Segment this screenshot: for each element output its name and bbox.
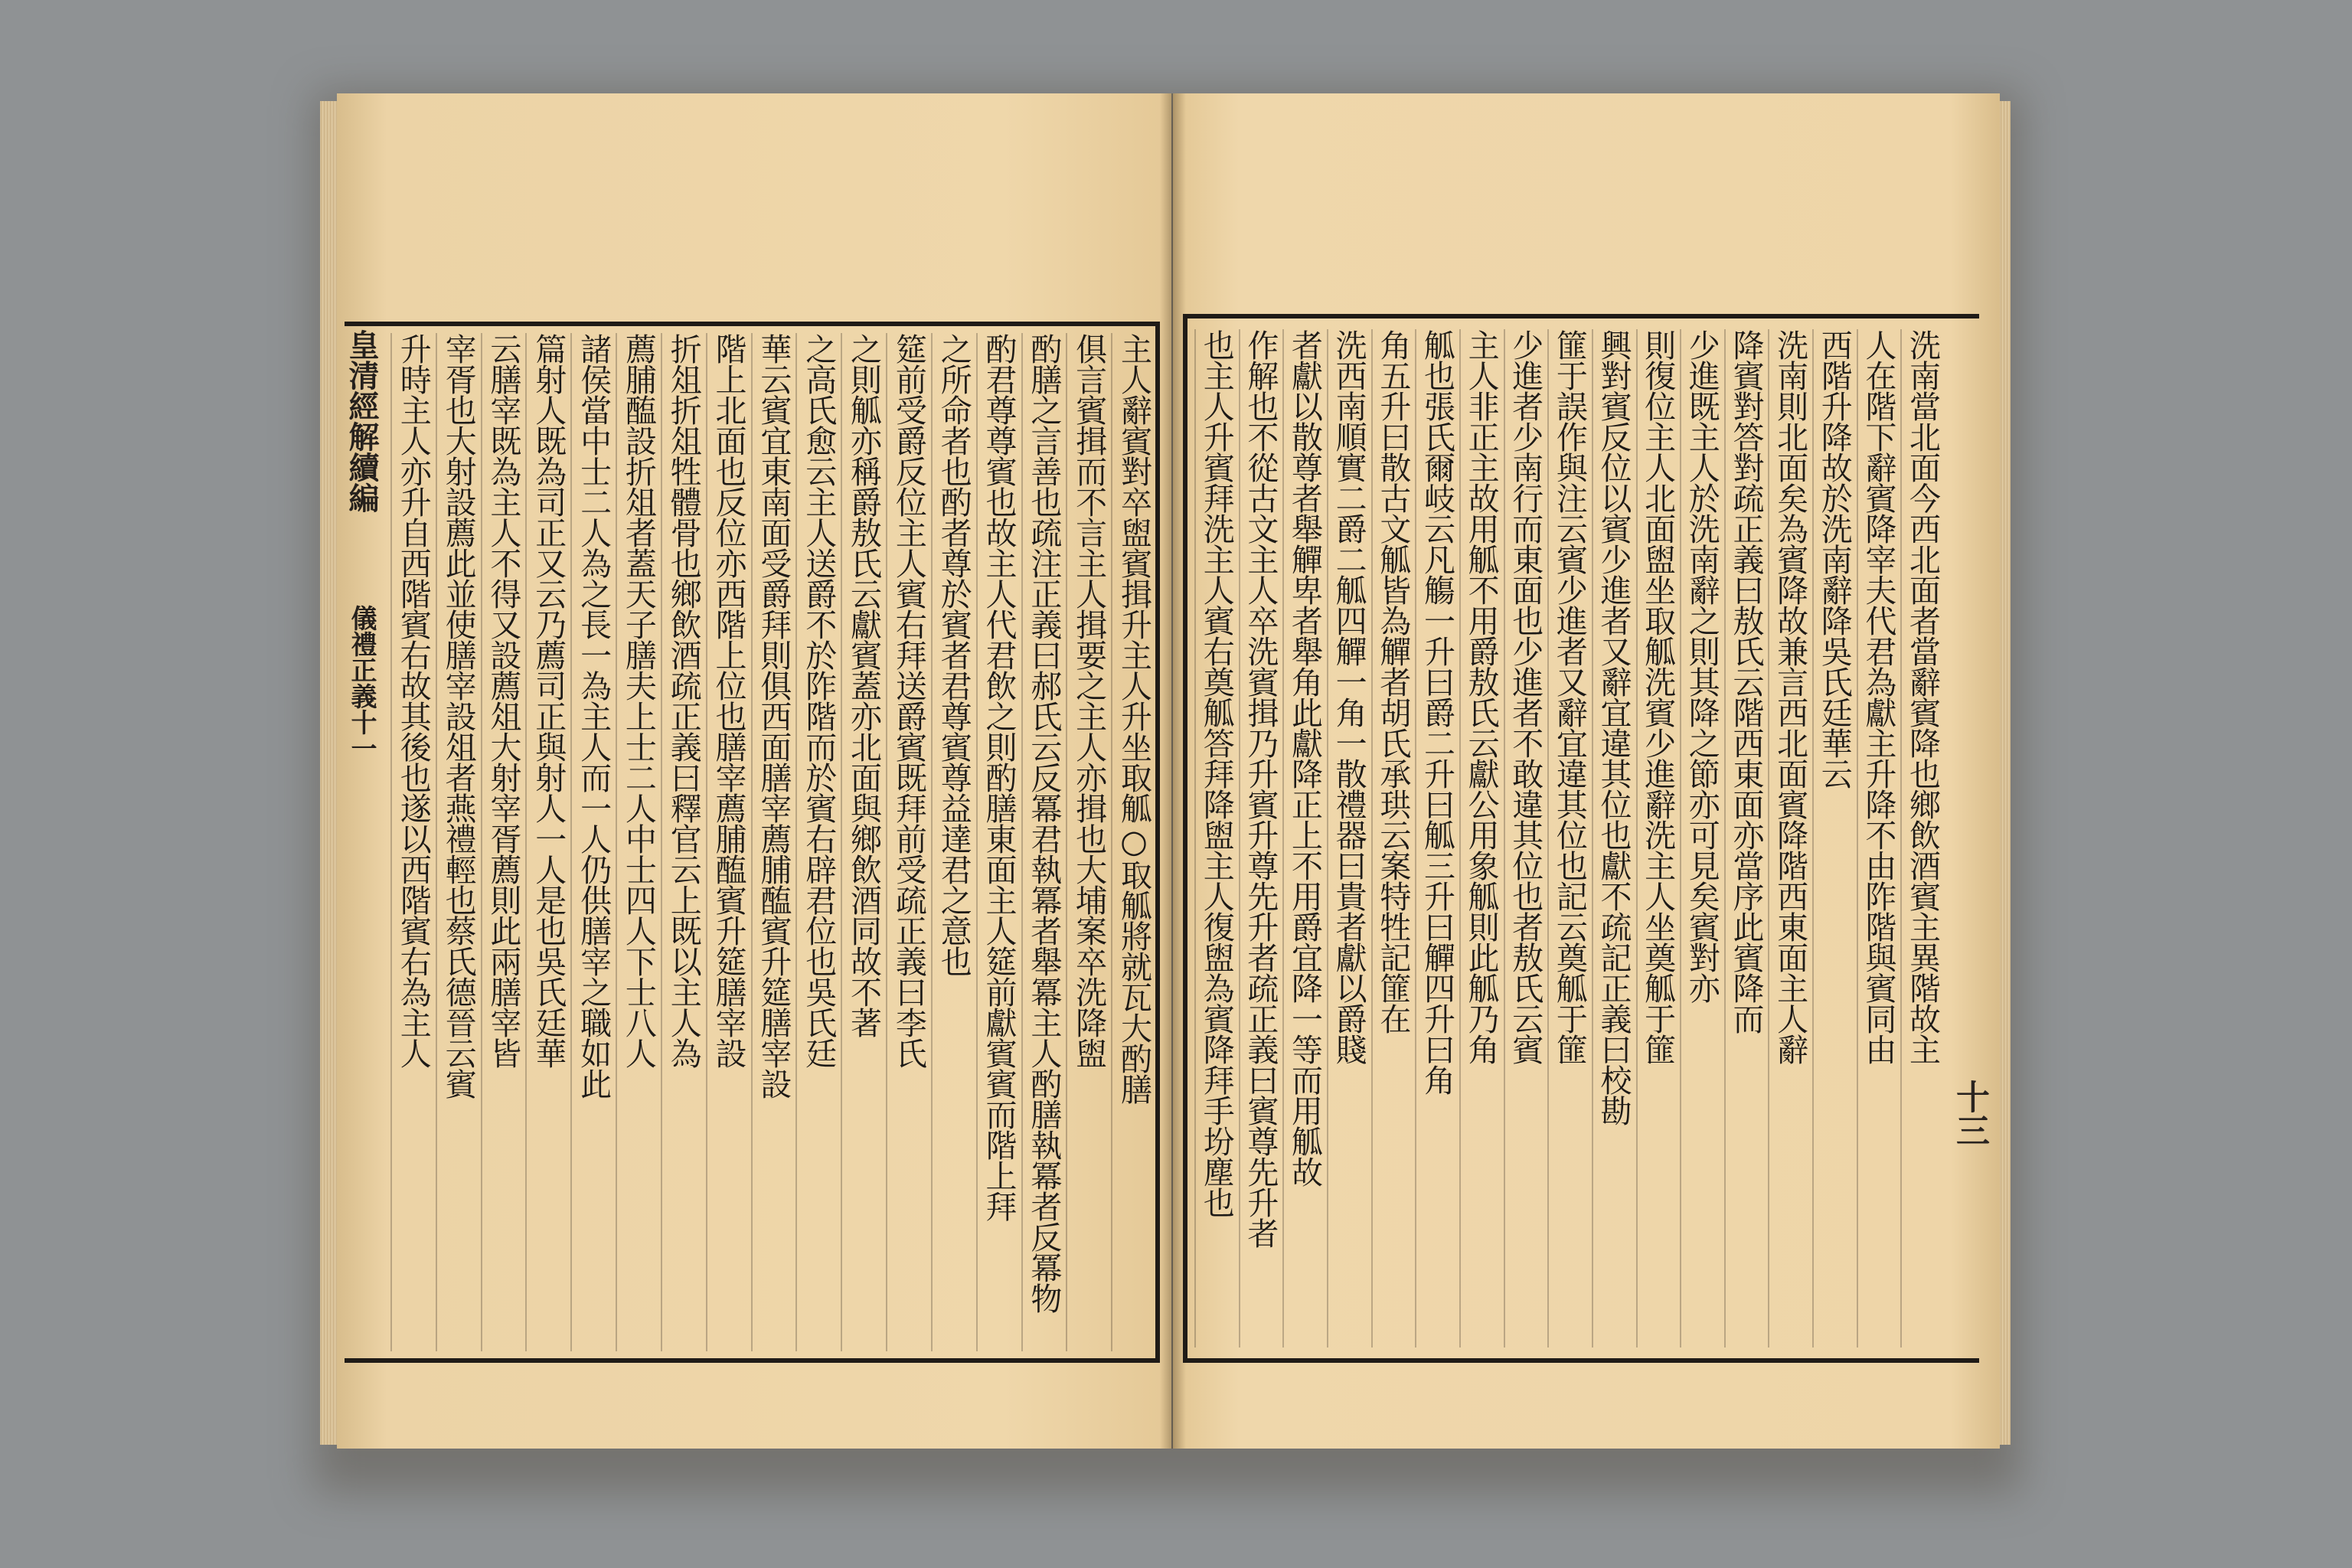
text-column: 洗西南順實二爵二觚四觶一角一散禮器曰貴者獻以爵賤	[1327, 329, 1371, 1348]
text-column: 也主人升賓拜洗主人賓右奠觚答拜降盥主人復盥為賓降拜手坋塵也	[1194, 329, 1239, 1348]
text-column: 洗南當北面今西北面者當辭賓降也鄉飲酒賓主異階故主	[1900, 329, 1945, 1348]
text-column: 之所命者也酌者尊於賓者君尊賓尊益達君之意也	[931, 333, 976, 1351]
text-column: 筵前受爵反位主人賓右拜送爵賓既拜前受疏正義曰李氏	[886, 333, 931, 1351]
text-column: 云膳宰既為主人不得又設薦俎大射宰胥薦則此兩膳宰皆	[481, 333, 526, 1351]
text-column: 折俎折俎牲體骨也鄉飲酒疏正義曰釋官云上既以主人為	[661, 333, 706, 1351]
text-column: 階上北面也反位亦西階上位也膳宰薦脯醢賓升筵膳宰設	[706, 333, 751, 1351]
left-text-columns	[390, 333, 1156, 1351]
text-column: 少進者少南行而東面也少進者不敢違其位也者敖氏云賓	[1504, 329, 1548, 1348]
left-margin-title: 皇清經解續編	[344, 329, 380, 513]
right-text-columns	[1194, 329, 1945, 1348]
text-column: 諸侯當中士二人為之長一為主人而一人仍供膳宰之職如此	[570, 333, 616, 1351]
text-column: 人在階下辭賓降宰夫代君為獻主升降不由阼階與賓同由	[1857, 329, 1901, 1348]
page-number: 十三	[1950, 1080, 1989, 1147]
text-column: 降賓對答對疏正義曰敖氏云階西東面亦當序此賓降而	[1724, 329, 1769, 1348]
book-gutter	[1160, 93, 1186, 1449]
text-column: 之高氏愈云主人送爵不於阼階而於賓右辟君位也吳氏廷	[795, 333, 841, 1351]
text-column: 主人辭賓對卒盥賓揖升主人升坐取觚○取觚將就瓦大酌膳	[1111, 333, 1156, 1351]
text-column: 酌膳之言善也疏注正義曰郝氏云反冪君執冪者舉冪主人酌膳執冪者反冪物	[1021, 333, 1067, 1351]
text-column: 觚也張氏爾岐云凡觴一升曰爵二升曰觚三升曰觶四升曰角	[1415, 329, 1459, 1348]
text-column: 則復位主人北面盥坐取觚洗賓少進辭洗主人坐奠觚于篚	[1636, 329, 1681, 1348]
text-column: 洗南則北面矣為賓降故兼言西北面賓降階西東面主人辭	[1768, 329, 1812, 1348]
text-column: 之則觚亦稱爵敖氏云獻賓蓋亦北面與鄉飲酒同故不著	[841, 333, 886, 1351]
text-column: 興對賓反位以賓少進者又辭宜違其位也獻不疏記正義曰校勘	[1592, 329, 1636, 1348]
text-column: 俱言賓揖而不言主人揖要之主人亦揖也大埔案卒洗降盥	[1066, 333, 1111, 1351]
text-column: 宰胥也大射設薦此並使膳宰設俎者燕禮輕也蔡氏德晉云賓	[436, 333, 481, 1351]
text-column: 篚于誤作與注云賓少進者又辭宜違其位也記云奠觚于篚	[1547, 329, 1592, 1348]
text-column: 薦脯醢設折俎者蓋天子膳夫上士二人中士四人下士八人	[616, 333, 661, 1351]
text-column: 主人非正主故用觚不用爵敖氏云獻公用象觚則此觚乃角	[1459, 329, 1504, 1348]
text-column: 作解也不從古文主人卒洗賓揖乃升賓升尊先升者疏正義曰賓尊先升者	[1239, 329, 1283, 1348]
text-column: 者獻以散尊者舉觶卑者舉角此獻降正上不用爵宜降一等而用觚故	[1282, 329, 1327, 1348]
text-column: 角五升曰散古文觚皆為觶者胡氏承珙云案特牲記篚在	[1371, 329, 1416, 1348]
text-column: 升時主人亦升自西階賓右故其後也遂以西階賓右為主人	[390, 333, 436, 1351]
text-column: 西階升降故於洗南辭降吳氏廷華云	[1812, 329, 1857, 1348]
text-column: 篇射人既為司正又云乃薦司正與射人一人是也吳氏廷華	[525, 333, 570, 1351]
text-column: 少進既主人於洗南辭之則其降之節亦可見矣賓對亦	[1680, 329, 1724, 1348]
text-column: 酌君尊尊賓也故主人代君飲之則酌膳東面主人筵前獻賓賓而階上拜	[976, 333, 1021, 1351]
text-column: 華云賓宜東南面受爵拜則俱西面膳宰薦脯醢賓升筵膳宰設	[751, 333, 796, 1351]
left-margin-subtitle: 儀禮正義十一	[346, 605, 377, 761]
